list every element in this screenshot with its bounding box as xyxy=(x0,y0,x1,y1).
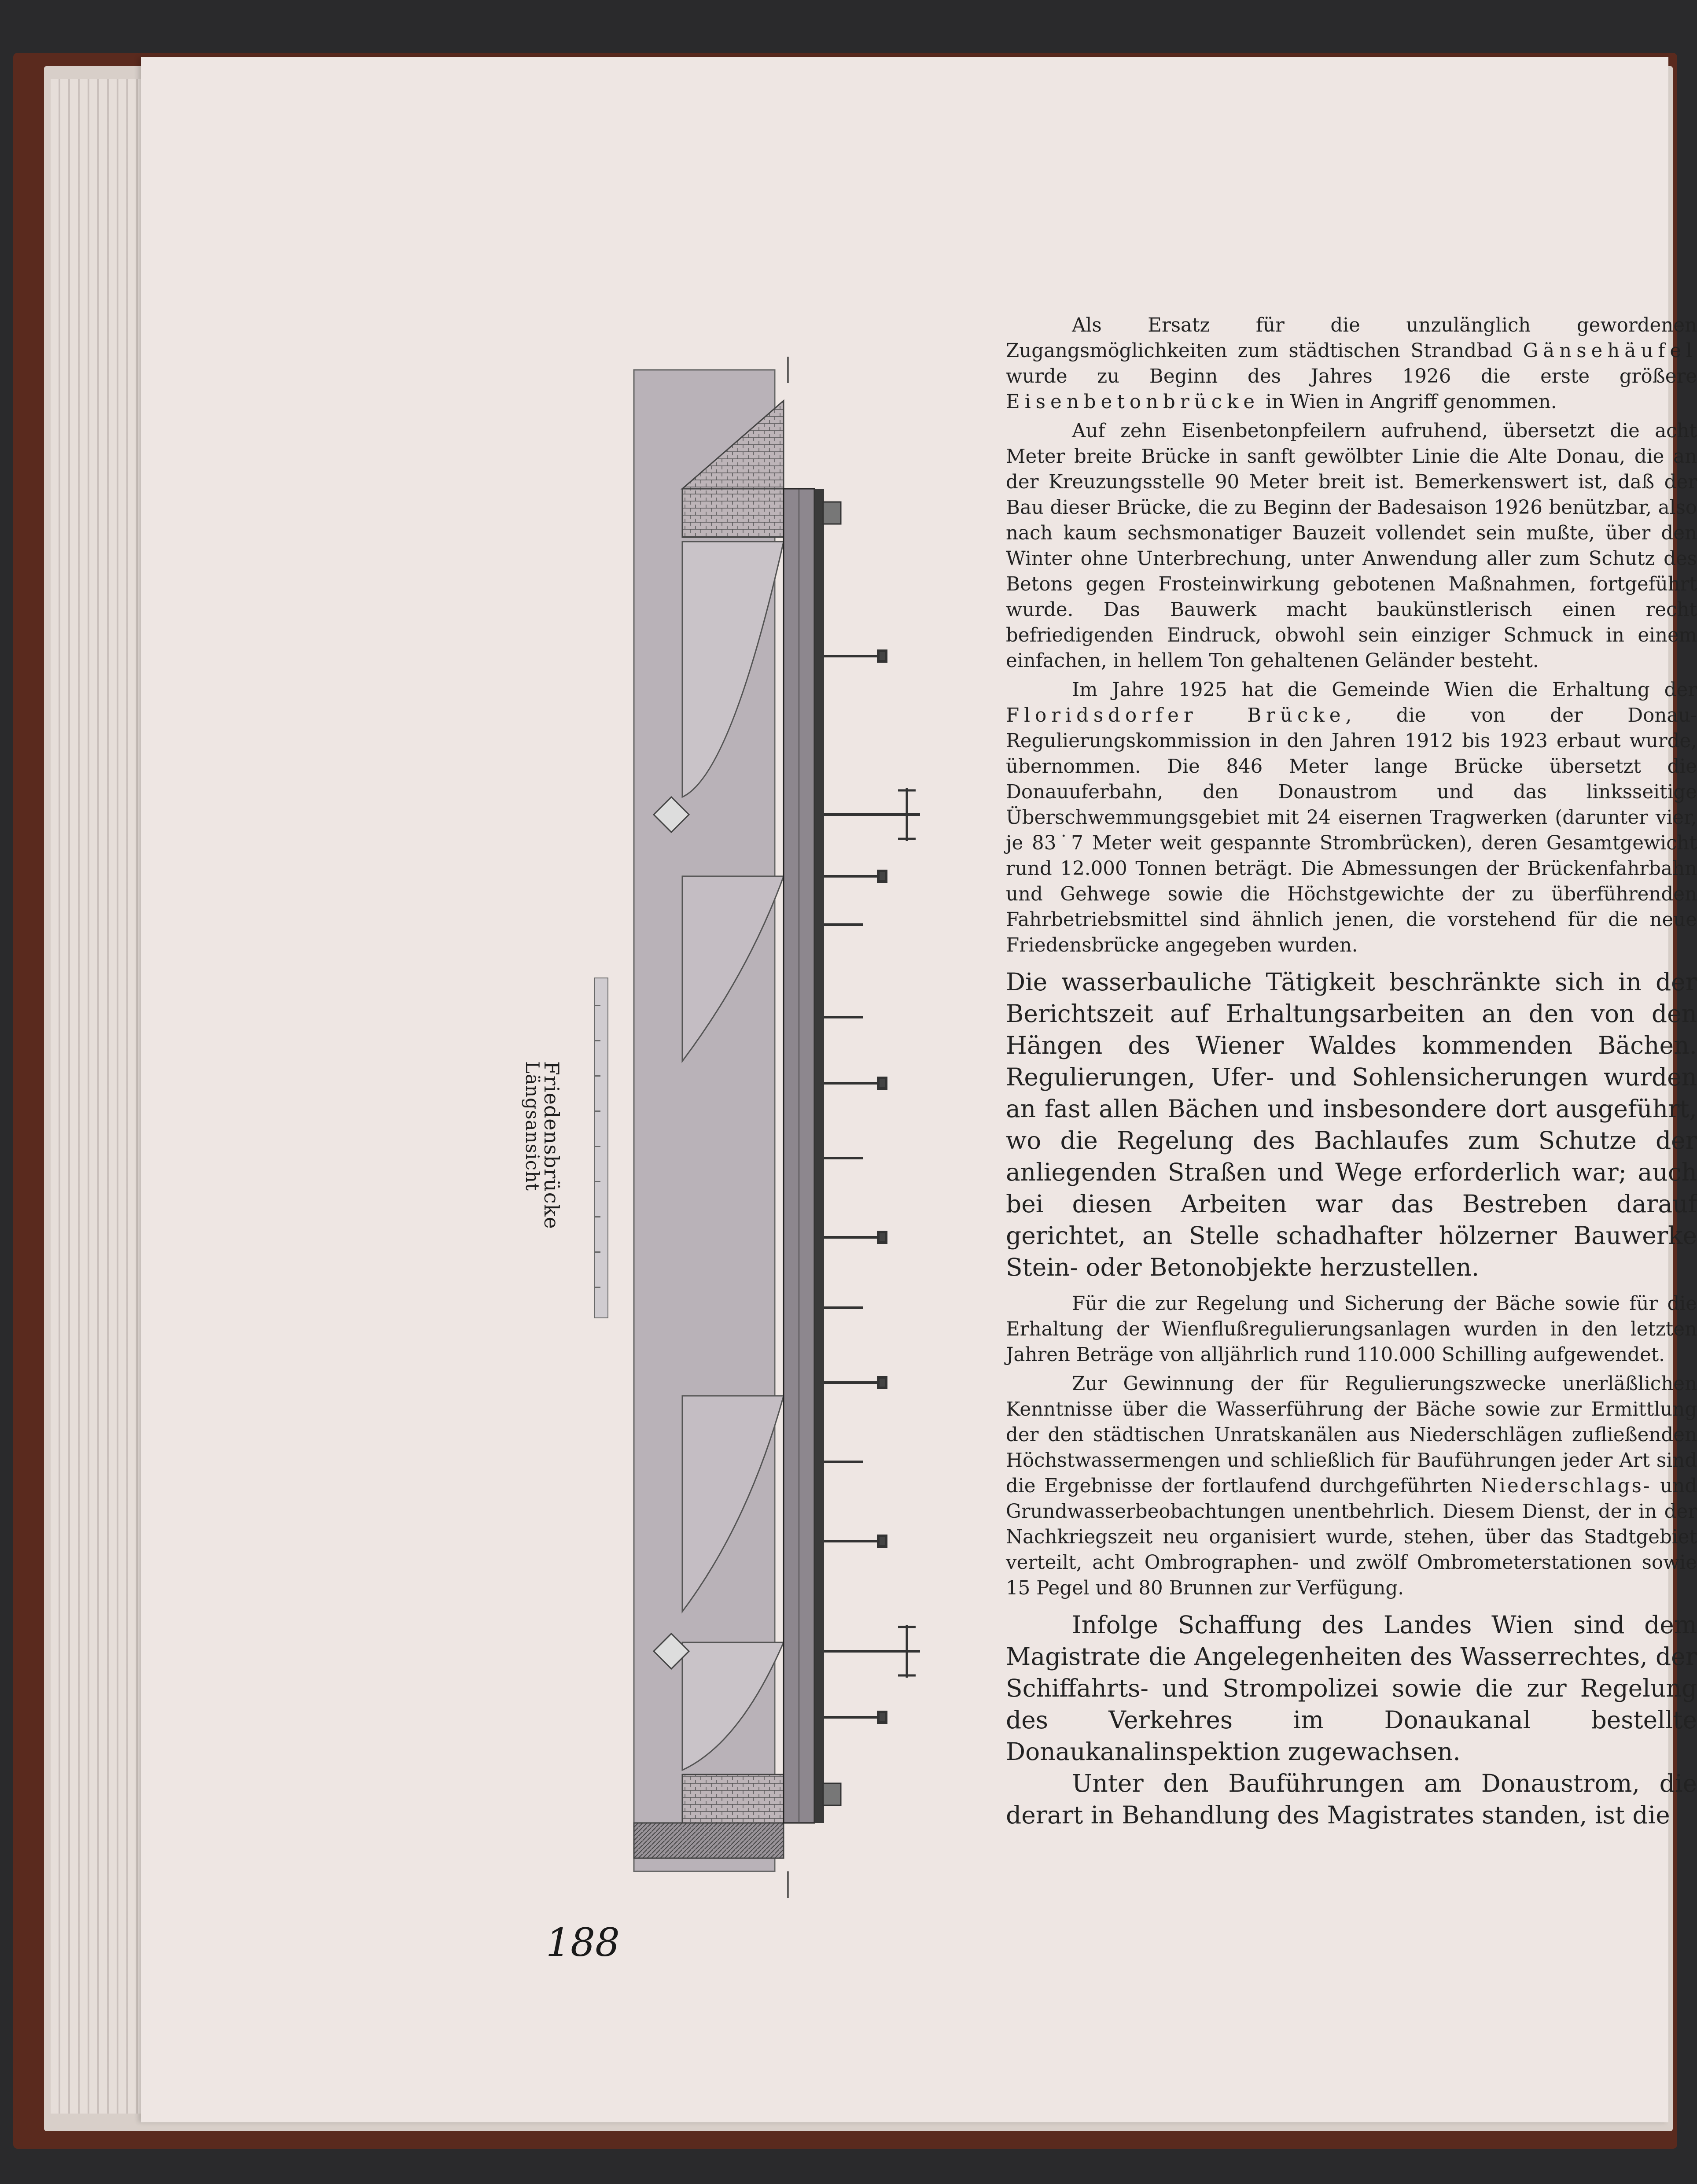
spaced-term-gaensehaeufel: Gänsehäufel xyxy=(1523,340,1697,362)
paragraph-gaensehaeufel: Als Ersatz für die unzulänglich gewordenen Zugangsmöglichkeiten zum städtischen Strandbad Gänsehäufel wurde zu Beginn des Jahres 1926 die erste größere Eisenbetonbrücke in Wien in Angriff genommen. xyxy=(1006,314,1697,413)
caption-title: Friedensbrücke xyxy=(540,1061,563,1229)
deck-edge-beam xyxy=(814,489,824,1823)
scale-bar xyxy=(594,978,608,1318)
paragraph-donaustrom: Unter den Bauführungen am Donaustrom, die derart in Behandlung des Magistrates standen, ist die xyxy=(1006,1769,1697,1829)
paragraph-niederschlag: Zur Gewinnung der für Regulierungszwecke unerläßlichen Kenntnisse über die Wasserführung der Bäche sowie zur Ermittlung der den städtischen Unratskanälen aus Niederschlägen zufließenden Höchstwassermengen und schließlich für Bauführungen jeder Art sind die Ergebnisse der fortlaufend durchgeführten Niederschlags- und Grundwasserbeobachtungen unentbehrlich. Diesem Dienst, der in der Nachkriegszeit neu organisiert wurde, stehen, über das Stadtgebiet verteilt, acht Ombrographen- und zwölf Ombrometerstationen sowie 15 Pegel und 80 Brunnen zur Verfügung. xyxy=(1006,1373,1697,1599)
page-number: 188 xyxy=(546,1920,620,1965)
railing-posts xyxy=(824,651,920,1723)
paragraph-floridsdorfer: Im Jahre 1925 hat die Gemeinde Wien die Erhaltung der Floridsdorfer Brücke, die von der Donau-Regulierungskommission in den Jahren 1912 bis 1923 erbaut wurde, übernommen. Die 846 Meter lange Brücke übersetzt die Donauuferbahn, den Donaustrom und das linksseitige Überschwemmungsgebiet mit 24 eisernen Tragwerken (darunter vier, je 83˙7 Meter weit gespannte Strombrücken), deren Gesamtgewicht rund 12.000 Tonnen beträgt. Die Abmessungen der Brückenfahrbahn und Gehwege sowie die Höchstgewichte der zu überführenden Fahrbetriebsmittel sind ähnlich jenen, die vorstehend für die neue Friedensbrücke angegeben wurden. xyxy=(1006,679,1697,956)
bollard-bottom xyxy=(823,1783,841,1805)
abutment-top-cap xyxy=(682,489,784,537)
bridge-drawing-svg xyxy=(616,357,995,1898)
spaced-term-eisenbetonbruecke: Eisenbetonbrücke xyxy=(1006,391,1260,413)
caption-subtitle: Längsansicht xyxy=(522,1061,543,1191)
paragraph-baeche-kosten: Für die zur Regelung und Sicherung der Bäche sowie für die Erhaltung der Wienflußregulierungsanlagen wurden in den letzten Jahren Beträge von alljährlich rund 110.000 Schilling aufgewendet. xyxy=(1006,1293,1697,1366)
abutment-bottom-base xyxy=(634,1823,784,1858)
paragraph-wasserbau: Die wasserbauliche Tätigkeit beschränkte sich in der Berichtszeit auf Erhaltungsarbeiten an den von den Hängen des Wiener Waldes kommenden Bächen. Regulierungen, Ufer- und Sohlensicherungen wurden an fast allen Bächen und insbesondere dort ausgeführt, wo die Regelung des Bachlaufes zum Schutze der anliegenden Straßen und Wege erforderlich war; auch bei diesen Arbeiten war das Bestreben darauf gerichtet, an Stelle schadhafter hölzerner Bauwerke Stein- oder Betonobjekte herzustellen. xyxy=(1006,968,1697,1281)
book-page xyxy=(141,57,1697,2122)
bollard-top xyxy=(823,502,841,524)
paragraph-land-wien: Infolge Schaffung des Landes Wien sind dem Magistrate die Angelegenheiten des Wasserrechtes, der Schiffahrts- und Strompolizei sowie die zur Regelung des Verkehres im Donaukanal bestellte Donaukanalinspektion zugewachsen. xyxy=(1006,1611,1697,1766)
abutment-bottom-cap xyxy=(682,1774,784,1823)
paragraph-eisenbetonpfeiler: Auf zehn Eisenbetonpfeilern aufruhend, übersetzt die acht Meter breite Brücke in sanft gewölbter Linie die Alte Donau, die an der Kreuzungsstelle 90 Meter breit ist. Bemerkenswert ist, daß der Bau dieser Brücke, die zu Beginn der Badesaison 1926 benützbar, also nach kaum sechsmonatiger Bauzeit vollendet sein mußte, über den Winter ohne Unterbrechung, unter Anwendung aller zum Schutz des Betons gegen Frosteinwirkung gebotenen Maßnahmen, fortgeführt wurde. Das Bauwerk macht baukünstlerisch einen recht befriedigenden Eindruck, obwohl sein einziger Schmuck in einem einfachen, in hellem Ton gehaltenen Geländer besteht. xyxy=(1006,420,1697,672)
figure-caption xyxy=(522,1061,568,1229)
spaced-term-niederschlags: Niederschlags- xyxy=(1481,1475,1652,1497)
lamp-posts xyxy=(898,788,916,1678)
spaced-term-floridsdorfer: Floridsdorfer Brücke xyxy=(1006,705,1346,727)
text-column xyxy=(1006,313,1697,1831)
page-edges xyxy=(51,79,152,2114)
bridge-elevation-drawing xyxy=(616,357,995,1898)
